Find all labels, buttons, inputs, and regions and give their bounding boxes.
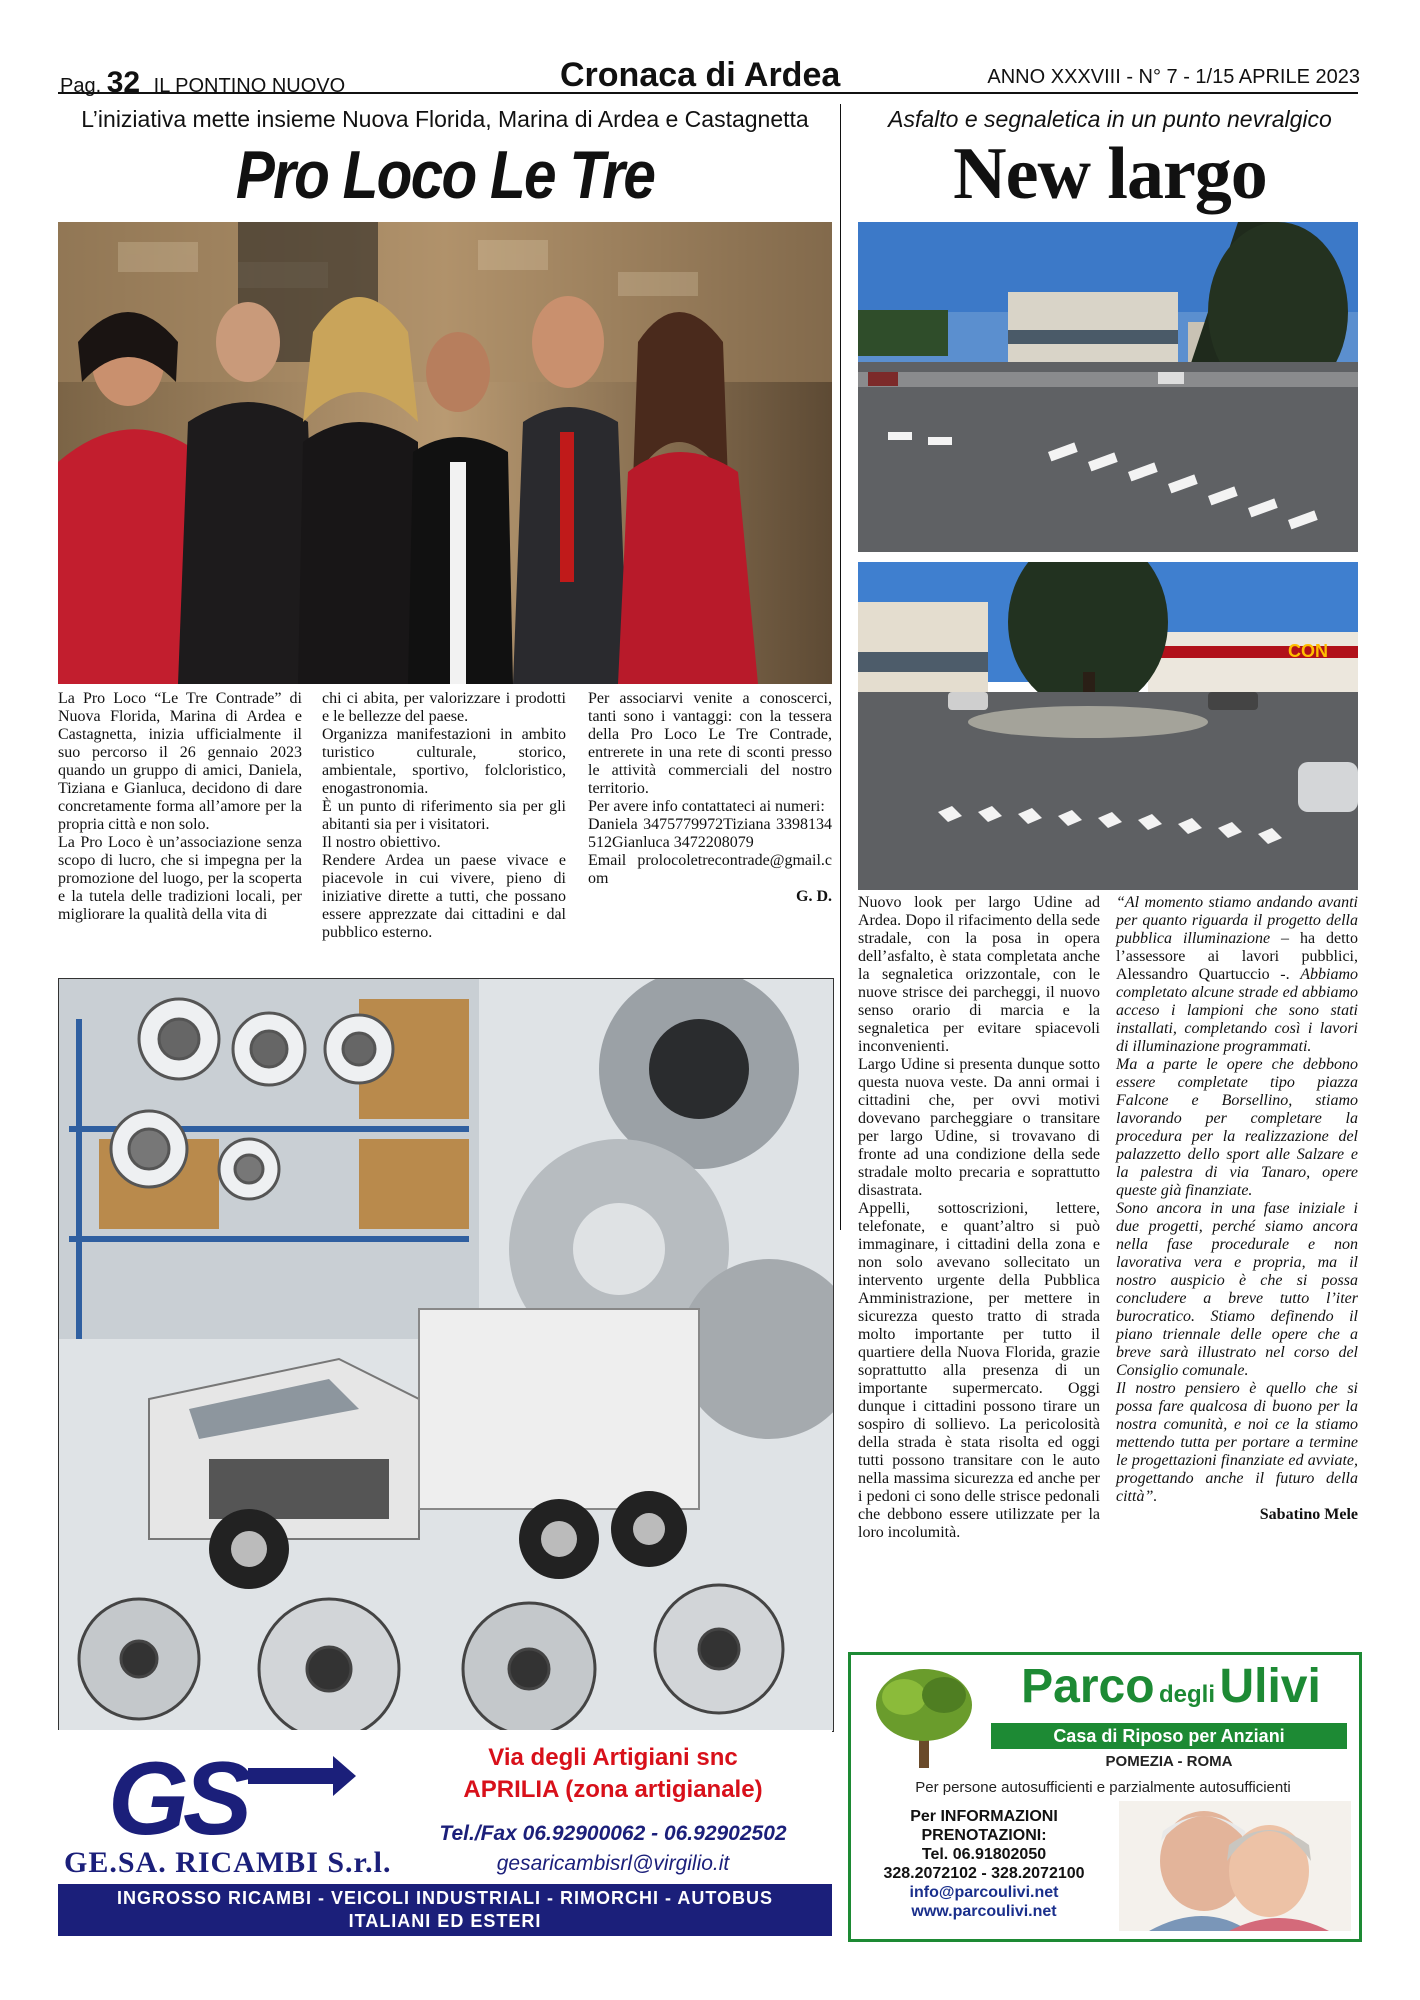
paragraph: Largo Udine si presenta dunque sotto questa nuova veste. Da anni ormai i cittadini che, per ovvi motivi dovevano parcheggiare o transitare per largo Udine, si trovavano di fronte ad una condizione della sede stradale molto precaria e soprattutto disastrata. xyxy=(858,1056,1100,1199)
parco-website[interactable]: www.parcoulivi.net xyxy=(911,1903,1057,1920)
parco-subtitle: Casa di Riposo per Anziani xyxy=(991,1723,1347,1749)
gesa-address-line-1: Via degli Artigiani snc xyxy=(488,1744,738,1771)
quote-text: “Al momento stiamo andando avanti per quanto riguarda il progetto della pubblica illuminazione xyxy=(1116,894,1358,947)
paragraph: Nuovo look per largo Udine ad Ardea. Dopo il rifacimento della sede stradale, con la posa in opera dell’asfalto, è stata completata anche la segnaletica orizzontale, con le nuove strisce dei parcheggi, il nuovo senso orario di marcia e la segnaletica per evitare spiacevoli inconvenienti. xyxy=(858,894,1100,1055)
gesa-logo-letters: GS xyxy=(108,1746,247,1846)
supermarket-sign: CON xyxy=(1288,641,1328,661)
gesa-bottom-strip xyxy=(58,1884,832,1936)
paragraph: Organizza manifestazioni in ambito turistico culturale, storico, ambientale, sportivo, folcloristico, enogastronomia. xyxy=(322,726,566,797)
newspaper-name: IL PONTINO NUOVO xyxy=(153,75,346,97)
gesa-address-line-2: APRILIA (zona artigianale) xyxy=(463,1776,763,1803)
parco-tagline: Per persone autosufficienti e parzialmente autosufficienti xyxy=(915,1779,1291,1796)
quote-paragraph xyxy=(1116,894,1358,1056)
paragraph: Per avere info contattateci ai numeri: xyxy=(588,798,825,815)
quote-text: Abbiamo completato alcune strade ed abbiamo acceso i lampioni che sono stati installati, completando così i lavori di illuminazione programmati. xyxy=(1116,966,1358,1055)
quote-attribution: – ha detto l’assessore ai lavori pubblici, Alessandro Quartuccio -. xyxy=(1116,930,1359,983)
paragraph: È un punto di riferimento sia per gli abitanti sia per i visitatori. xyxy=(322,798,566,833)
paragraph: Appelli, sottoscrizioni, lettere, telefonate, e quant’altro si può immaginare, i cittadini della zona e non solo avevano sollecitato un intervento urgente della Pubblica Amministrazione, per mettere in sicurezza questo tratto di strada molto importante per tutto il quartiere della Nuova Florida, grazie soprattutto alla presenza di un importante supermercato. Oggi dunque i cittadini possono tirare un sospiro di sollievo. La pericolosità della strada è stata risolta ed oggi tutti possono transitare con le auto nella massima sicurezza ed anche per i pedoni ci sono delle strisce pedonali che debbono essere utilizzate per la loro incolumità. xyxy=(858,1200,1100,1541)
gesa-logo xyxy=(98,1746,358,1846)
parco-info-2: PRENOTAZIONI: xyxy=(921,1827,1047,1844)
gesa-email[interactable]: gesaricambisrl@virgilio.it xyxy=(496,1852,730,1875)
gesa-strip-line-1: INGROSSO RICAMBI - VEICOLI INDUSTRIALI - RIMORCHI - AUTOBUS xyxy=(117,1888,773,1908)
left-article-column-2 xyxy=(322,690,566,942)
gesa-company-name: GE.SA. RICAMBI S.r.l. xyxy=(64,1846,392,1879)
contact-email[interactable]: Email prolocoletrecontrade@gmail.com xyxy=(588,852,832,887)
elderly-couple-photo xyxy=(1119,1801,1351,1931)
left-article-title: Pro Loco Le Tre xyxy=(235,137,655,213)
quote-paragraph: Sono ancora in una fase iniziale i due progetti, perché siamo ancora nella fase procedurale e non lavorativa vera e propria, ma il nostro auspicio è che si possa concludere a breve tutto l’iter burocratico. Stiamo definendo il piano triennale delle opere che a breve sarà illustrato nel corso del Consiglio comunale. xyxy=(1116,1200,1358,1379)
olive-tree-icon xyxy=(869,1665,979,1771)
left-article-signature: G. D. xyxy=(796,888,832,905)
arrow-icon xyxy=(248,1756,356,1796)
right-article-signature: Sabatino Mele xyxy=(1259,1506,1358,1523)
gesa-strip-line-2: ITALIANI ED ESTERI xyxy=(348,1911,542,1931)
right-article-column-2 xyxy=(1116,894,1358,1524)
page-number xyxy=(60,66,345,100)
paragraph: Il nostro obiettivo. xyxy=(322,834,441,851)
parco-title-c: Ulivi xyxy=(1219,1660,1321,1713)
parco-contacts xyxy=(859,1807,1109,1921)
parco-degli-ulivi-ad xyxy=(848,1652,1362,1942)
right-article-kicker: Asfalto e segnaletica in un punto nevralgico xyxy=(888,106,1332,132)
left-article-kicker: L’iniziativa mette insieme Nuova Florida, Marina di Ardea e Castagnetta xyxy=(81,106,809,132)
auto-parts-ad-image xyxy=(58,978,834,1732)
paragraph: chi ci abita, per valorizzare i prodotti e le bellezze del paese. xyxy=(322,690,566,725)
column-divider xyxy=(840,104,841,1230)
gesa-ricambi-ad xyxy=(58,1730,832,1884)
parco-mobiles: 328.2072102 - 328.2072100 xyxy=(883,1865,1085,1882)
parco-location: POMEZIA - ROMA xyxy=(1105,1753,1233,1770)
parco-tel: Tel. 06.91802050 xyxy=(921,1846,1047,1863)
section-title: Cronaca di Ardea xyxy=(560,56,841,94)
right-article-title: New largo xyxy=(953,133,1267,215)
largo-udine-photo-2 xyxy=(858,562,1358,890)
left-article-column-1 xyxy=(58,690,302,924)
contact-phones: Daniela 3475779972Tiziana 3398134512Gianluca 3472208079 xyxy=(588,816,832,851)
right-article-column-1 xyxy=(858,894,1100,1542)
header-rule xyxy=(58,92,1358,94)
parco-info-1: Per INFORMAZIONI xyxy=(910,1808,1058,1825)
paragraph: Rendere Ardea un paese vivace e piacevole in cui vivere, pieno di iniziative dirette a tutti, che possano essere apprezzate dai cittadini e dal pubblico esterno. xyxy=(322,852,566,941)
paragraph: La Pro Loco è un’associazione senza scopo di lucro, che si impegna per la promozione del luogo, per la scoperta e la tutela delle tradizioni locali, per migliorare la qualità della vita di xyxy=(58,834,302,923)
parco-title-b: degli xyxy=(1159,1681,1216,1708)
page-number-value: 32 xyxy=(106,66,141,99)
paragraph: La Pro Loco “Le Tre Contrade” di Nuova Florida, Marina di Ardea e Castagnetta, inizia ufficialmente il suo percorso il 26 gennaio 2023 quando un gruppo di amici, Daniela, Tiziana e Gianluca, decidono di dare concretamente forma all’amore per la propria città e non solo. xyxy=(58,690,302,833)
largo-udine-photo-1 xyxy=(858,222,1358,552)
paragraph: Per associarvi venite a conoscerci, tanti sono i vantaggi: con la tessera della Pro Loco Le Tre Contrade, entrerete in una rete di sconti presso le attività commerciali del nostro territorio. xyxy=(588,690,832,797)
group-photo xyxy=(58,222,832,684)
gesa-phone: Tel./Fax 06.92900062 - 06.92902502 xyxy=(439,1822,787,1845)
parco-email[interactable]: info@parcoulivi.net xyxy=(909,1884,1059,1901)
parco-title xyxy=(991,1659,1351,1714)
parco-title-a: Parco xyxy=(1021,1660,1155,1713)
quote-paragraph: Il nostro pensiero è quello che si possa fare qualcosa di buono per la nostra comunità, e noi ce la stiamo mettendo tutta per portare a termine le progettazioni finanziate ed avviate, progettando anche il futuro della città”. xyxy=(1116,1380,1358,1505)
issue-info: ANNO XXXVIII - N° 7 - 1/15 APRILE 2023 xyxy=(987,66,1360,88)
quote-paragraph: Ma a parte le opere che debbono essere completate tipo piazza Falcone e Borsellino, stiamo lavorando per completare la procedura per la realizzazione del palazzetto dello sport alle Salzare e la palestra di via Tanaro, opere queste già finanziate. xyxy=(1116,1056,1358,1199)
page-label: Pag. xyxy=(60,75,102,97)
left-article-column-3 xyxy=(588,690,832,906)
